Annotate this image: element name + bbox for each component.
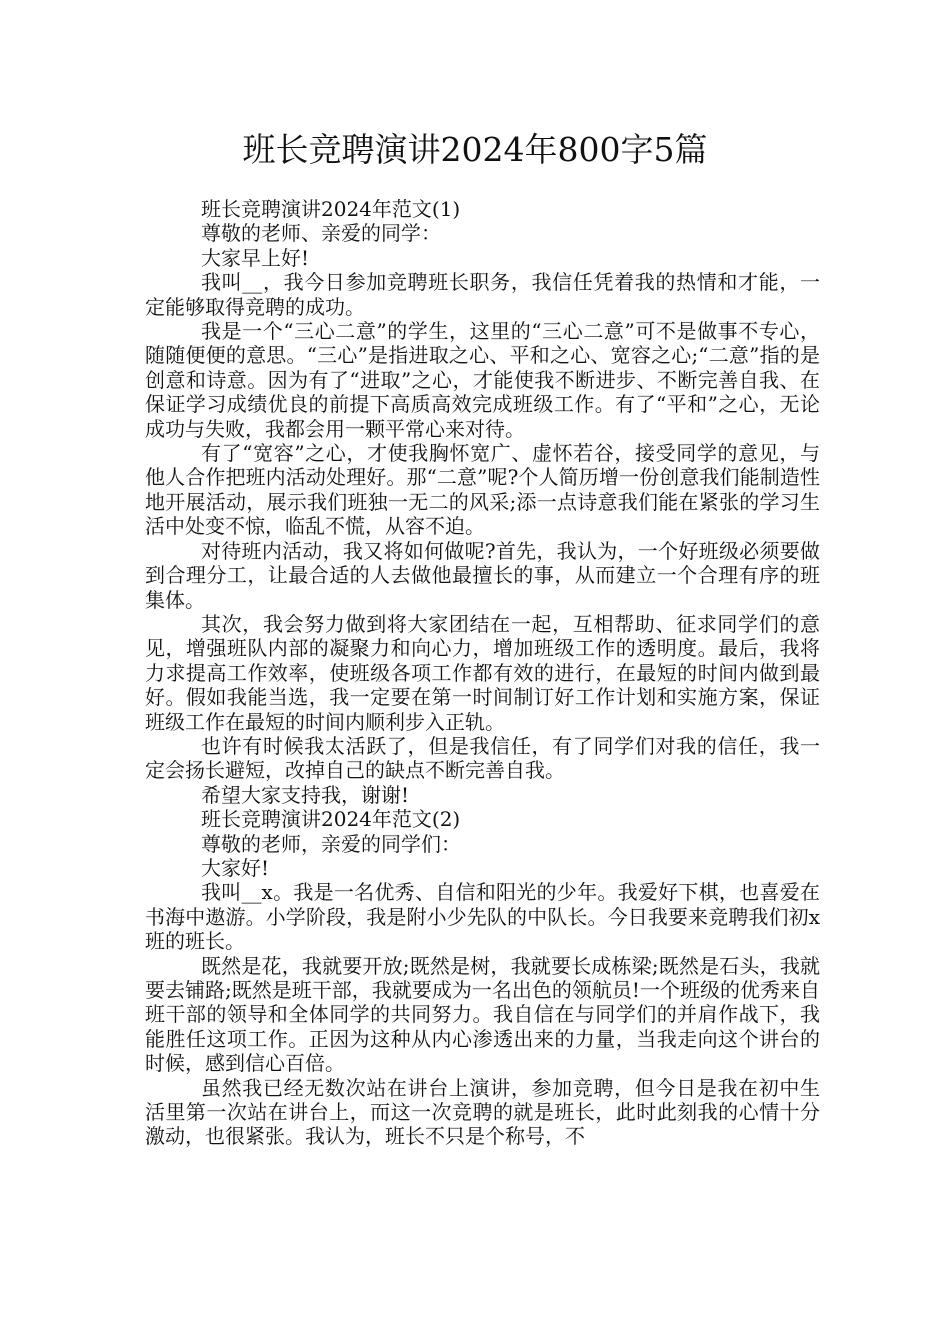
paragraph: 班长竞聘演讲2024年范文(1) xyxy=(201,197,461,221)
paragraph: 我叫__，我今日参加竞聘班长职务，我信任凭着我的热情和才能，一定能够取得竞聘的成功。 xyxy=(145,270,820,319)
paragraph: 希望大家支持我，谢谢! xyxy=(201,782,410,807)
paragraph: 尊敬的老师、亲爱的同学： xyxy=(201,221,441,246)
paragraph: 大家早上好! xyxy=(201,245,310,270)
paragraph: 对待班内活动，我又将如何做呢?首先，我认为，一个好班级必须要做到合理分工，让最合适的人去做他最擅长的事，从而建立一个合理有序的班集体。 xyxy=(145,538,820,612)
document-body xyxy=(145,197,820,1149)
paragraph: 有了“宽容”之心，才使我胸怀宽广、虚怀若谷，接受同学的意见，与他人合作把班内活动处理好。那“二意”呢?个人简历增一份创意我们能制造性地开展活动，展示我们班独一无二的风采;添一点诗意我们能在紧张的学习生活中处变不惊，临乱不慌，从容不迫。 xyxy=(145,441,820,539)
paragraph: 我叫__x。我是一名优秀、自信和阳光的少年。我爱好下棋，也喜爱在书海中遨游。小学阶段，我是附小少先队的中队长。今日我要来竞聘我们初x班的班长。 xyxy=(145,880,820,954)
paragraph: 也许有时候我太活跃了，但是我信任，有了同学们对我的信任，我一定会扬长避短，改掉自己的缺点不断完善自我。 xyxy=(145,733,820,783)
paragraph: 尊敬的老师，亲爱的同学们： xyxy=(201,831,461,856)
paragraph: 我是一个“三心二意”的学生，这里的“三心二意”可不是做事不专心，随随便便的意思。“三心”是指进取之心、平和之心、宽容之心;“二意”指的是创意和诗意。因为有了“进取”之心，才能使我不断进步、不断完善自我、在保证学习成绩优良的前提下高质高效完成班级工作。有了“平和”之心，无论成功与失败，我都会用一颗平常心来对待。 xyxy=(145,319,820,441)
paragraph: 大家好! xyxy=(201,855,270,880)
paragraph: 虽然我已经无数次站在讲台上演讲，参加竞聘，但今日是我在初中生活里第一次站在讲台上，而这一次竞聘的就是班长，此时此刻我的心情十分激动，也很紧张。我认为，班长不只是个称号，不 xyxy=(145,1075,820,1149)
paragraph: 既然是花，我就要开放;既然是树，我就要长成栋梁;既然是石头，我就要去铺路;既然是班干部，我就要成为一名出色的领航员!一个班级的优秀来自班干部的领导和全体同学的共同努力。我自信在与同学们的并肩作战下，我能胜任这项工作。正因为这种从内心渗透出来的力量，当我走向这个讲台的时候，感到信心百倍。 xyxy=(145,953,820,1076)
paragraph: 其次，我会努力做到将大家团结在一起，互相帮助、征求同学们的意见，增强班队内部的凝聚力和向心力，增加班级工作的透明度。最后，我将力求提高工作效率，使班级各项工作都有效的进行，在最短的时间内做到最好。假如我能当选，我一定要在第一时间制订好工作计划和实施方案，保证班级工作在最短的时间内顺利步入正轨。 xyxy=(145,611,820,734)
document-title: 班长竞聘演讲2024年800字5篇 xyxy=(242,130,708,169)
paragraph: 班长竞聘演讲2024年范文(2) xyxy=(201,807,461,832)
